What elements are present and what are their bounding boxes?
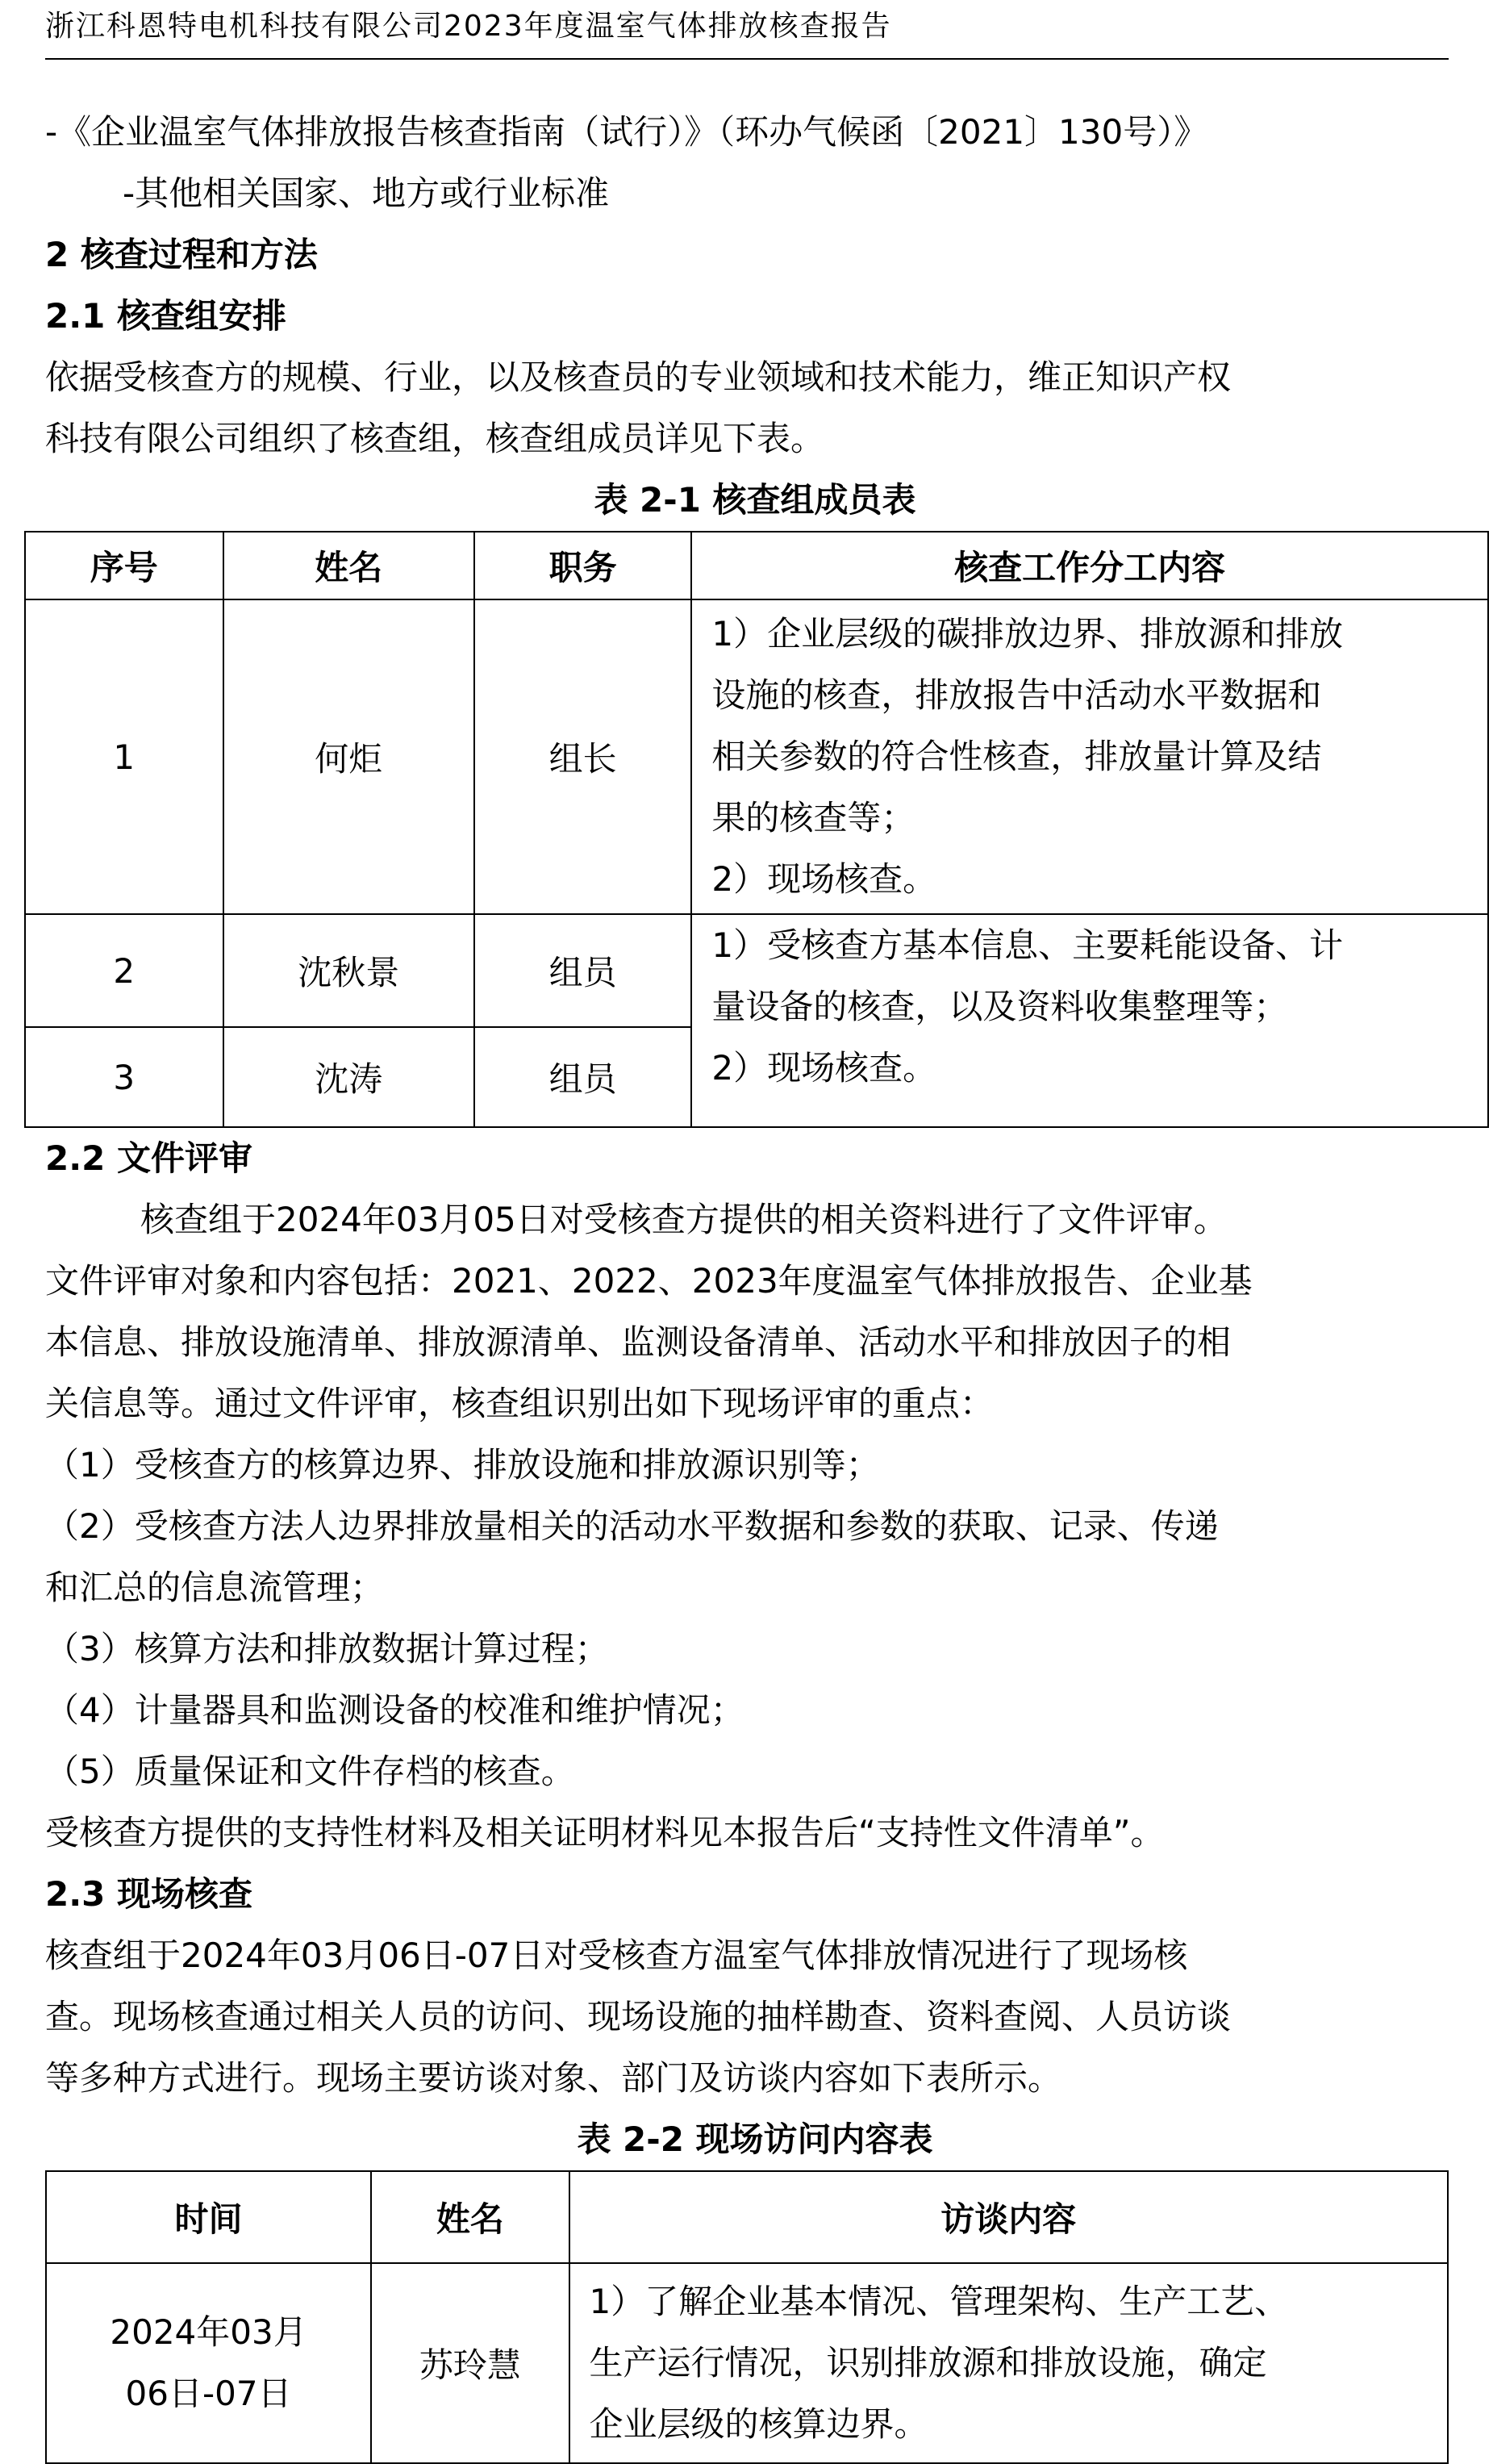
table-row	[25, 599, 1488, 914]
cell-role: 组长	[474, 599, 691, 914]
duty-line: 1）企业层级的碳排放边界、排放源和排放	[711, 614, 1344, 654]
time-line: 06日-07日	[125, 2374, 292, 2413]
list-item: （1）受核查方的核算边界、排放设施和排放源识别等；	[45, 1445, 880, 1485]
header-title: 浙江科恩特电机科技有限公司2023年度温室气体排放核查报告	[45, 10, 892, 43]
duty-line: 设施的核查，排放报告中活动水平数据和	[711, 675, 1322, 715]
header-cell: 序号	[25, 532, 223, 599]
cell-no: 3	[25, 1027, 223, 1127]
section-heading: 2.1 核查组安排	[45, 296, 287, 336]
list-item: （5）质量保证和文件存档的核查。	[45, 1752, 575, 1791]
list-item: （3）核算方法和排放数据计算过程；	[45, 1629, 609, 1668]
cell-name: 沈秋景	[223, 914, 474, 1027]
page-content	[45, 102, 1465, 2464]
header-cell: 时间	[46, 2171, 371, 2263]
paragraph-line: 本信息、排放设施清单、排放源清单、监测设备清单、活动水平和排放因子的相	[45, 1322, 1232, 1362]
header-cell: 核查工作分工内容	[691, 532, 1488, 599]
cell-name: 沈涛	[223, 1027, 474, 1127]
reference-line: -其他相关国家、地方或行业标准	[123, 173, 610, 213]
table-header-row	[46, 2171, 1448, 2263]
interview-table	[45, 2170, 1449, 2464]
duty-line: 1）受核查方基本信息、主要耗能设备、计	[711, 925, 1344, 965]
list-item: （4）计量器具和监测设备的校准和维护情况；	[45, 1690, 744, 1730]
paragraph-line: 关信息等。通过文件评审，核查组识别出如下现场评审的重点：	[45, 1384, 995, 1423]
header-cell: 姓名	[223, 532, 474, 599]
table-caption: 表 2-1 核查组成员表	[594, 480, 916, 520]
list-item: （2）受核查方法人边界排放量相关的活动水平数据和参数的获取、记录、传递	[45, 1506, 1219, 1546]
paragraph-line: 科技有限公司组织了核查组，核查组成员详见下表。	[45, 419, 825, 458]
header-cell: 访谈内容	[569, 2171, 1448, 2263]
cell-duty	[691, 914, 1488, 1127]
cell-duty	[691, 599, 1488, 914]
page-header	[45, 0, 1449, 60]
cell-role: 组员	[474, 1027, 691, 1127]
cell-name: 苏玲慧	[371, 2263, 569, 2463]
cell-role: 组员	[474, 914, 691, 1027]
paragraph-line: 文件评审对象和内容包括：2021、2022、2023年度温室气体排放报告、企业基	[45, 1261, 1253, 1301]
content-line: 1）了解企业基本情况、管理架构、生产工艺、	[589, 2282, 1289, 2321]
duty-line: 相关参数的符合性核查，排放量计算及结	[711, 737, 1322, 776]
duty-line: 果的核查等；	[711, 798, 915, 837]
duty-line: 2）现场核查。	[711, 1048, 937, 1088]
section-heading: 2.3 现场核查	[45, 1874, 253, 1914]
section-heading: 2.2 文件评审	[45, 1138, 253, 1178]
section-heading: 2 核查过程和方法	[45, 235, 318, 274]
header-cell: 职务	[474, 532, 691, 599]
cell-content	[569, 2263, 1448, 2463]
time-line: 2024年03月	[110, 2312, 307, 2352]
paragraph-line: 依据受核查方的规模、行业，以及核查员的专业领域和技术能力，维正知识产权	[45, 357, 1232, 397]
table-caption: 表 2-2 现场访问内容表	[577, 2119, 933, 2159]
paragraph-line: 查。现场核查通过相关人员的访问、现场设施的抽样勘查、资料查阅、人员访谈	[45, 1997, 1232, 2036]
cell-no: 1	[25, 599, 223, 914]
paragraph-line: 等多种方式进行。现场主要访谈对象、部门及访谈内容如下表所示。	[45, 2058, 1062, 2098]
table-header-row	[25, 532, 1488, 599]
header-cell: 姓名	[371, 2171, 569, 2263]
cell-no: 2	[25, 914, 223, 1027]
reference-line: -《企业温室气体排放报告核查指南（试行）》（环办气候函〔2021〕130号）》	[45, 112, 1208, 152]
cell-time	[46, 2263, 371, 2463]
cell-name: 何炬	[223, 599, 474, 914]
duty-line: 2）现场核查。	[711, 859, 937, 899]
duty-line: 量设备的核查，以及资料收集整理等；	[711, 987, 1288, 1026]
table-row	[46, 2263, 1448, 2463]
content-line: 企业层级的核算边界。	[589, 2404, 928, 2444]
table-row	[25, 914, 1488, 1027]
paragraph-line: 核查组于2024年03月06日-07日对受核查方温室气体排放情况进行了现场核	[45, 1936, 1188, 1975]
list-item: 和汇总的信息流管理；	[45, 1568, 385, 1607]
paragraph-line: 受核查方提供的支持性材料及相关证明材料见本报告后“支持性文件清单”。	[45, 1813, 1165, 1852]
paragraph-line: 核查组于2024年03月05日对受核查方提供的相关资料进行了文件评审。	[140, 1200, 1228, 1239]
team-table	[24, 531, 1489, 1128]
content-line: 生产运行情况，识别排放源和排放设施，确定	[589, 2343, 1267, 2383]
